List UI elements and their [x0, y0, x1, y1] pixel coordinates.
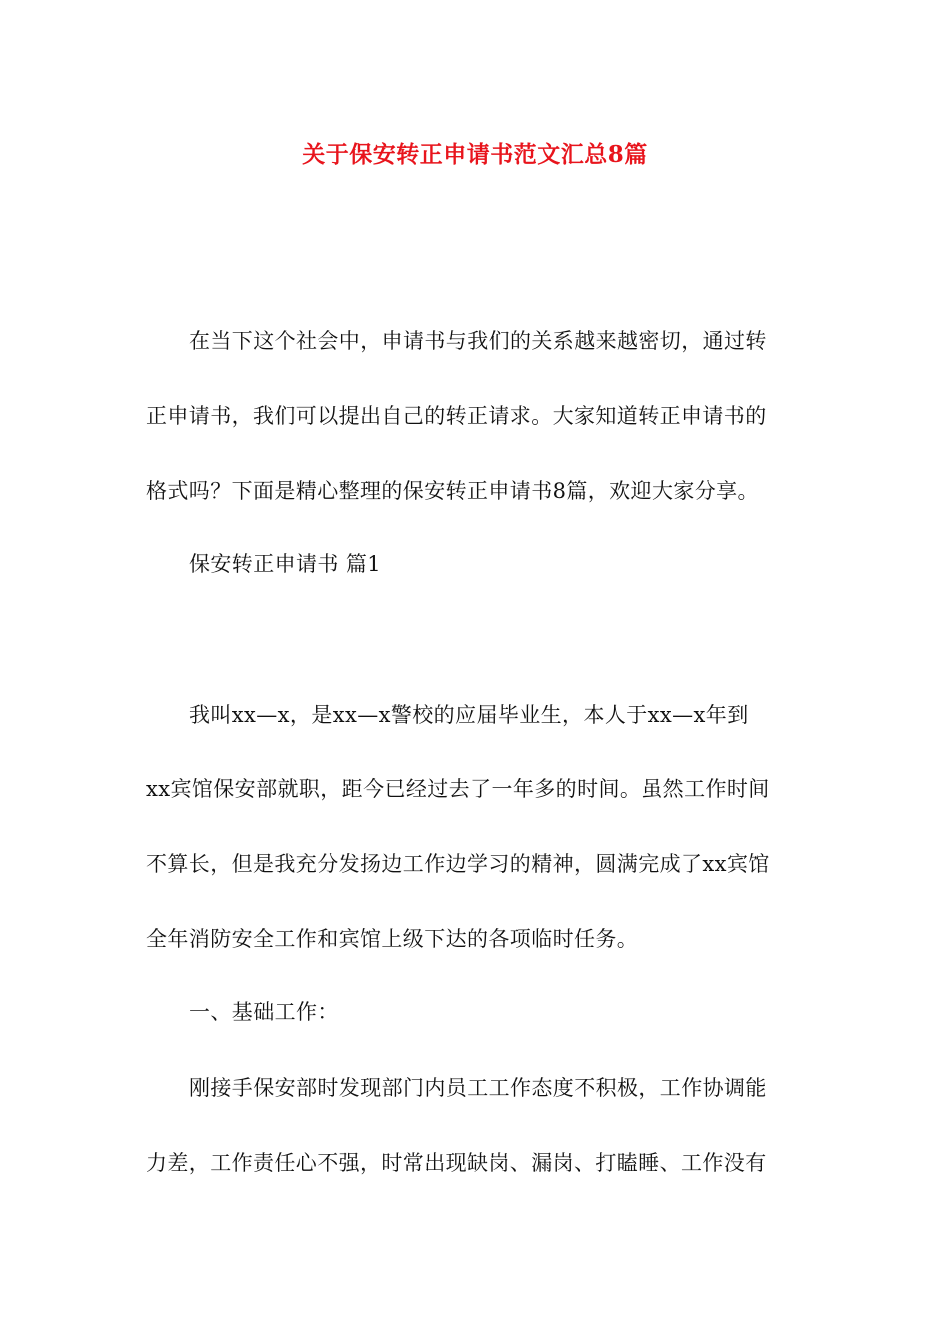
- body-line-5: 刚接手保安部时发现部门内员工工作态度不积极，工作协调能: [189, 1076, 767, 1100]
- section-heading: 保安转正申请书 篇1: [189, 552, 382, 576]
- body-line-2: xx宾馆保安部就职，距今已经过去了一年多的时间。虽然工作时间: [146, 777, 770, 801]
- body-line-6: 力差，工作责任心不强，时常出现缺岗、漏岗、打瞌睡、工作没有: [146, 1151, 767, 1175]
- body-line-3: 不算长，但是我充分发扬边工作边学习的精神，圆满完成了xx宾馆: [146, 852, 770, 876]
- intro-line-1: 在当下这个社会中，申请书与我们的关系越来越密切，通过转: [189, 329, 767, 353]
- body-line-4: 全年消防安全工作和宾馆上级下达的各项临时任务。: [146, 927, 639, 951]
- intro-line-3: 格式吗？下面是精心整理的保安转正申请书8篇，欢迎大家分享。: [146, 479, 759, 503]
- document-title: 关于保安转正申请书范文汇总8篇: [302, 141, 648, 168]
- intro-line-2: 正申请书，我们可以提出自己的转正请求。大家知道转正申请书的: [146, 404, 767, 428]
- body-line-1: 我叫xx—x，是xx—x警校的应届毕业生，本人于xx—x年到: [189, 703, 749, 727]
- subsection-heading: 一、基础工作：: [189, 1000, 339, 1024]
